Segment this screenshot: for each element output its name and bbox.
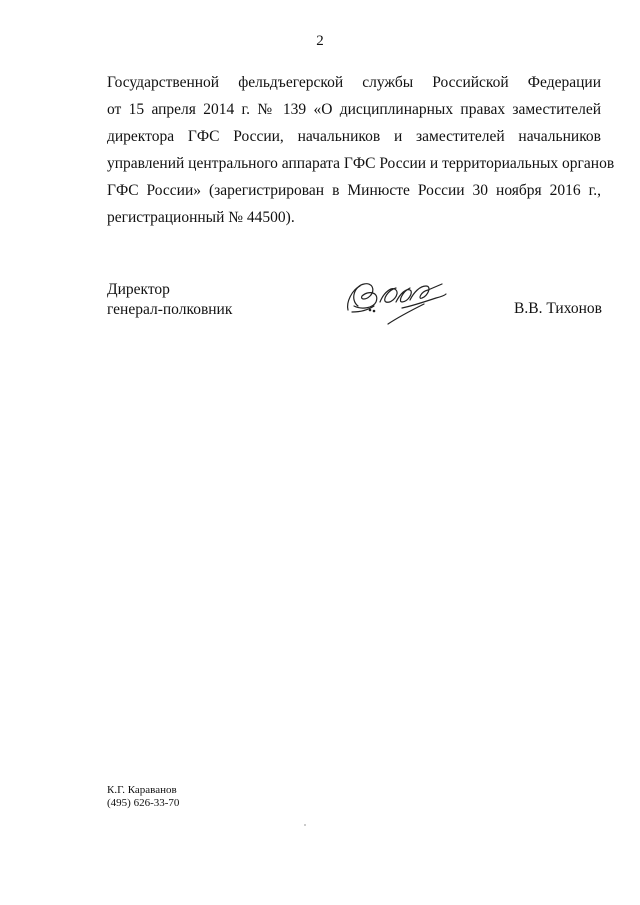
- body-line: управлений центрального аппарата ГФС России и территориальных органов: [107, 155, 615, 172]
- body-line: ГФС России» (зарегистрирован в Минюсте России 30 ноября 2016 г.,: [107, 182, 601, 199]
- executor-contact: [107, 784, 179, 810]
- body-paragraph: [107, 69, 615, 231]
- body-line: Государственной фельдъегерской службы Российской Федерации: [107, 74, 601, 91]
- signatory-position: [107, 280, 232, 320]
- signatory-rank: генерал-полковник: [107, 301, 233, 318]
- handwritten-signature: [340, 276, 452, 328]
- scan-speck: [304, 824, 306, 826]
- page-number: 2: [316, 33, 324, 49]
- body-line: директора ГФС России, начальников и заместителей начальников: [107, 128, 601, 145]
- signatory-position-title: Директор: [107, 281, 170, 298]
- body-line: от 15 апреля 2014 г. № 139 «О дисциплинарных правах заместителей: [107, 101, 601, 118]
- executor-name: К.Г. Караванов: [107, 784, 177, 796]
- executor-phone: (495) 626-33-70: [107, 797, 180, 809]
- signatory-name: В.В. Тихонов: [514, 300, 602, 317]
- body-line: регистрационный № 44500).: [107, 209, 295, 226]
